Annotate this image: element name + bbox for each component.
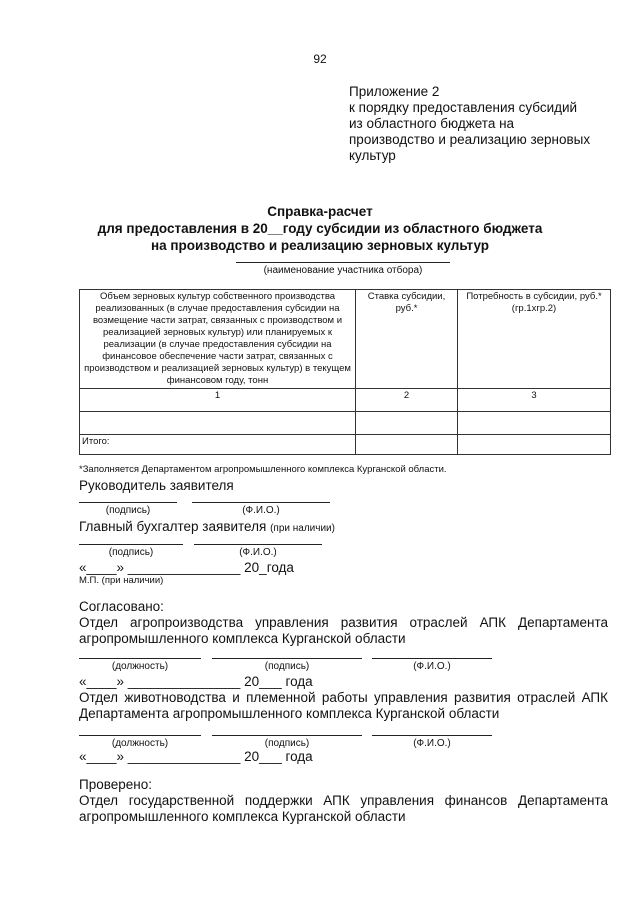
dept1-signature-line[interactable]: [212, 658, 362, 659]
dept1-line2: агропромышленного комплекса Курганской области: [79, 631, 406, 646]
head-label: Руководитель заявителя: [79, 478, 234, 493]
dept2-signature-line[interactable]: [212, 735, 362, 736]
sign-caption: (подпись): [108, 547, 154, 558]
table-cell[interactable]: [458, 435, 611, 455]
appendix-line: к порядку предоставления субсидий: [349, 100, 578, 115]
dept2-date-line[interactable]: «____» _______________ 20___ года: [79, 749, 313, 764]
document-title: Справка-расчет: [267, 204, 373, 219]
table-cell[interactable]: [458, 412, 611, 435]
position-caption: (должность): [111, 738, 169, 749]
appendix-header: [349, 84, 590, 164]
document-subtitle: для предоставления в 20__году субсидии из областного бюджета: [97, 221, 543, 236]
verified-line1: Отдел государственной поддержки АПК управления финансов Департамента: [79, 793, 608, 808]
dept2-line1: Отдел животноводства и племенной работы управления развития отраслей АПК: [79, 690, 608, 705]
appendix-line: культур: [349, 148, 396, 163]
column-header-need: Потребность в субсидии, руб.* (гр.1хгр.2): [458, 290, 611, 389]
dept1-line1: Отдел агропроизводства управления развития отраслей АПК Департамента: [79, 615, 608, 630]
verified-line2: агропромышленного комплекса Курганской области: [79, 809, 406, 824]
appendix-line: из областного бюджета на: [349, 116, 515, 131]
page-number: 92: [313, 52, 327, 66]
dept1-fio-line[interactable]: [372, 658, 492, 659]
participant-name-line[interactable]: [236, 262, 450, 263]
fio-caption: (Ф.И.О.): [413, 661, 451, 672]
accountant-signature-line[interactable]: [79, 544, 183, 545]
column-header-volume: Объем зерновых культур собственного производства реализованных (в случае предоставления субсидии на возмещение части затрат, связанных с производством и реализацией зерновых культур) или планируемых к реализации (в случае предоставления субсидии на финансовое обеспечение части затрат, связанных с производством и реализацией зерновых культур) в текущем финансовом году, тонн: [80, 290, 356, 389]
table-header-row: [80, 290, 611, 389]
document-subtitle-2: на производство и реализацию зерновых культур: [150, 238, 490, 253]
table-cell[interactable]: [356, 412, 458, 435]
calculation-table: [79, 289, 611, 455]
fio-caption: (Ф.И.О.): [242, 505, 280, 516]
footnote: *Заполняется Департаментом агропромышленного комплекса Курганской области.: [79, 464, 447, 475]
sign-caption: (подпись): [105, 505, 151, 516]
dept1-position-line[interactable]: [79, 658, 201, 659]
dept2-line2: Департамента агропромышленного комплекса Курганской области: [79, 706, 500, 721]
dept1-date-line[interactable]: «____» _______________ 20___ года: [79, 674, 313, 689]
head-fio-line[interactable]: [192, 502, 330, 503]
accountant-note: (при наличии): [270, 523, 335, 534]
total-label: Итого:: [80, 435, 356, 455]
column-number: 3: [458, 389, 611, 412]
verified-label: Проверено:: [79, 777, 152, 792]
head-signature-line[interactable]: [79, 502, 177, 503]
table-cell[interactable]: [356, 435, 458, 455]
appendix-line: Приложение 2: [349, 84, 440, 99]
accountant-date-line[interactable]: «____» _______________ 20_года: [79, 560, 294, 575]
column-number: 2: [356, 389, 458, 412]
fio-caption: (Ф.И.О.): [239, 547, 277, 558]
dept2-fio-line[interactable]: [372, 735, 492, 736]
sign-caption: (подпись): [264, 738, 310, 749]
table-cell[interactable]: [80, 412, 356, 435]
accountant-fio-line[interactable]: [194, 544, 322, 545]
column-header-rate: Ставка субсидии, руб.*: [356, 290, 458, 389]
accountant-label-text: Главный бухгалтер заявителя: [79, 519, 267, 534]
sign-caption: (подпись): [264, 661, 310, 672]
column-number: 1: [80, 389, 356, 412]
participant-caption: (наименование участника отбора): [263, 265, 423, 276]
position-caption: (должность): [111, 661, 169, 672]
stamp-note: М.П. (при наличии): [79, 575, 164, 586]
fio-caption: (Ф.И.О.): [413, 738, 451, 749]
dept2-position-line[interactable]: [79, 735, 201, 736]
table-total-row: [80, 435, 611, 455]
appendix-line: производство и реализацию зерновых: [349, 132, 591, 147]
accountant-label: [79, 519, 335, 534]
table-number-row: [80, 389, 611, 412]
agreed-label: Согласовано:: [79, 599, 164, 614]
table-row: [80, 412, 611, 435]
